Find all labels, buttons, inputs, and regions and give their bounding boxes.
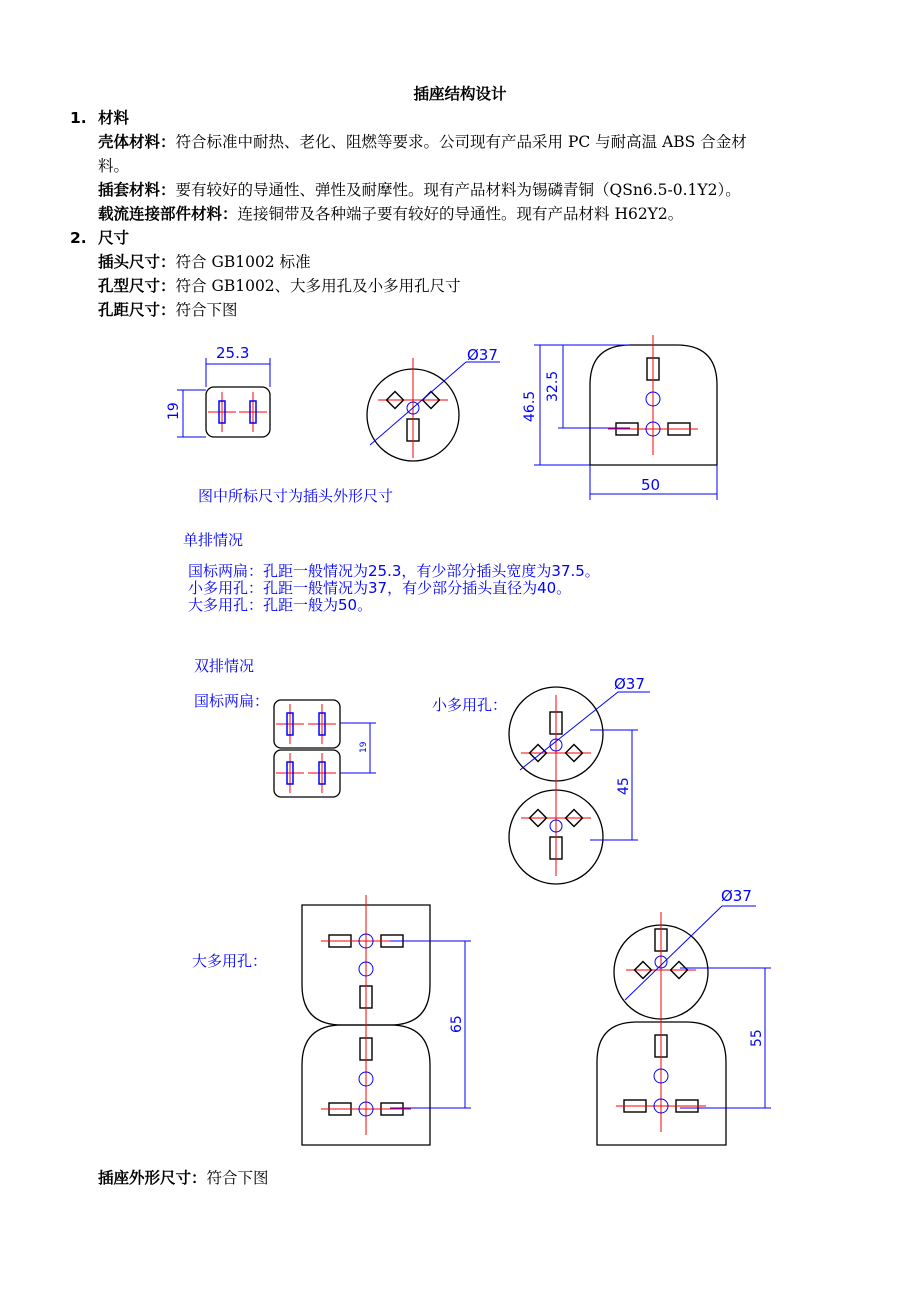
section-2-heading: 尺寸 xyxy=(98,229,130,247)
page-title: 插座结构设计 xyxy=(413,85,507,103)
socket-outline-label: 插座外形尺寸： xyxy=(98,1169,207,1187)
section-1-number: 1. xyxy=(70,109,87,127)
hole-type-label: 孔型尺寸： xyxy=(98,277,176,295)
dim-two-flat-height: 19 xyxy=(166,402,182,420)
dimension-lines xyxy=(177,345,771,1108)
double-small-label: 小多用孔： xyxy=(432,696,508,714)
single-row-line-2: 小多用孔：孔距一般情况为37，有少部分插头直径为40。 xyxy=(188,579,572,597)
shell-material-cont: 料。 xyxy=(98,157,130,175)
conductor-material-label: 载流连接部件材料： xyxy=(98,205,238,223)
dim-two-flat-width: 25.3 xyxy=(216,344,250,362)
plug-size-text: 符合 GB1002 标准 xyxy=(175,253,311,271)
sleeve-material-label: 插套材料： xyxy=(98,181,176,199)
dim-big-total-height: 46.5 xyxy=(522,390,538,422)
dim-double-big: 65 xyxy=(449,1015,465,1033)
socket-outline-text: 符合下图 xyxy=(206,1169,269,1187)
socket-outline-line xyxy=(98,1166,269,1190)
dim-double-flat: 19 xyxy=(359,741,369,753)
double-flat-label: 国标两扁： xyxy=(194,692,270,710)
double-row-heading: 双排情况 xyxy=(194,657,255,675)
hole-type-text: 符合 GB1002、大多用孔及小多用孔尺寸 xyxy=(175,277,461,295)
dim-mixed: 55 xyxy=(749,1029,765,1047)
dim-small-dia: Ø37 xyxy=(467,346,498,364)
double-big-label: 大多用孔： xyxy=(192,952,268,970)
dim-big-center-height: 32.5 xyxy=(545,370,561,402)
dim-double-small: 45 xyxy=(616,777,632,795)
plug-size-label: 插头尺寸： xyxy=(98,253,176,271)
conductor-material-text: 连接铜带及各种端子要有较好的导通性。现有产品材料 H62Y2。 xyxy=(237,205,684,223)
hole-pitch-label: 孔距尺寸： xyxy=(98,301,176,319)
drawing-note: 图中所标尺寸为插头外形尺寸 xyxy=(198,487,394,505)
single-row-heading: 单排情况 xyxy=(183,531,244,549)
single-row-line-1: 国标两扁：孔距一般情况为25.3，有少部分插头宽度为37.5。 xyxy=(188,562,600,580)
single-row-line-3: 大多用孔：孔距一般为50。 xyxy=(188,596,373,614)
dim-double-small-dia: Ø37 xyxy=(614,675,645,693)
section-2-number: 2. xyxy=(70,229,87,247)
sleeve-material-text: 要有较好的导通性、弹性及耐摩性。现有产品材料为锡磷青铜（QSn6.5-0.1Y2）。 xyxy=(175,181,741,199)
dim-mixed-dia: Ø37 xyxy=(721,887,752,905)
section-1-heading: 材料 xyxy=(98,109,130,127)
dim-big-width: 50 xyxy=(641,476,661,494)
shell-material-label: 壳体材料： xyxy=(98,133,176,151)
shell-material-text: 符合标准中耐热、老化、阻燃等要求。公司现有产品采用 PC 与耐高温 ABS 合金材 xyxy=(175,133,747,151)
hole-pitch-text: 符合下图 xyxy=(175,301,238,319)
